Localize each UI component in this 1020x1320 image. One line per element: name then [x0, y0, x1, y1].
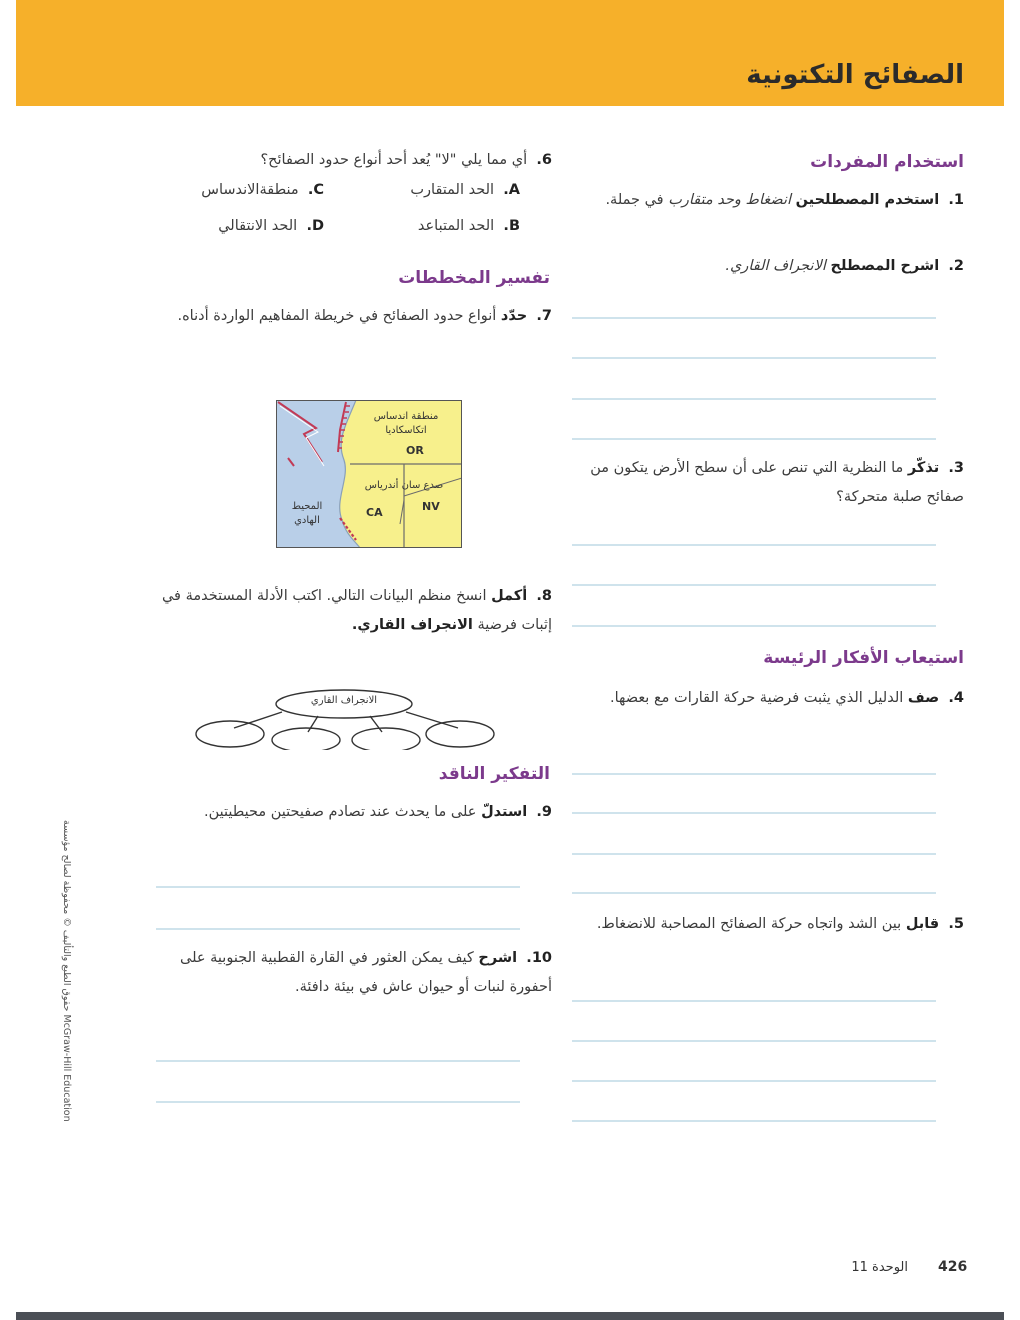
question-2: 2. اشرح المصطلح الانجراف القاري.: [725, 258, 964, 274]
fault-label: صدع سان أندرياس: [364, 480, 444, 491]
page-number: 426: [938, 1259, 968, 1275]
answer-line[interactable]: [572, 1040, 936, 1042]
answer-line[interactable]: [572, 812, 936, 814]
answer-line[interactable]: [572, 1120, 936, 1122]
center-oval-label: الانجراف القاري: [310, 695, 378, 706]
question-8: 8. أكمل انسخ منظم البيانات التالي. اكتب الأدلة المستخدمة في إثبات فرضية الانجراف القاري.: [161, 588, 552, 633]
answer-line[interactable]: [572, 1000, 936, 1002]
section-interpret: تفسير المخططات: [398, 268, 550, 288]
answer-line[interactable]: [572, 398, 936, 400]
option-d[interactable]: D. الحد الانتقالي: [218, 218, 324, 234]
question-7: 7. حدّد أنواع حدود الصفائح في خريطة المفاهيم الواردة أدناه.: [177, 308, 552, 324]
evidence-oval[interactable]: [426, 721, 494, 747]
answer-line[interactable]: [572, 773, 936, 775]
answer-line[interactable]: [572, 317, 936, 319]
option-a[interactable]: A. الحد المتقارب: [410, 182, 520, 198]
answer-line[interactable]: [572, 853, 936, 855]
or-label: OR: [406, 444, 424, 457]
copyright-credit: McGraw-Hill Education حقوق الطبع والتأليف © محفوظة لصالح مؤسسة: [61, 820, 72, 1122]
answer-line[interactable]: [572, 892, 936, 894]
answer-line[interactable]: [572, 357, 936, 359]
answer-line[interactable]: [156, 1060, 520, 1062]
question-1: 1. استخدم المصطلحين انضغاط وحد متقارب في جملة.: [605, 192, 964, 208]
question-4: 4. صف الدليل الذي يثبت فرضية حركة القارات مع بعضها.: [610, 690, 964, 706]
ca-label: CA: [366, 506, 383, 519]
answer-line[interactable]: [156, 1101, 520, 1103]
option-b[interactable]: B. الحد المتباعد: [417, 218, 520, 234]
question-6: 6. أي مما يلي "لا" يُعد أحد أنواع حدود الصفائح؟: [260, 152, 552, 168]
section-main-ideas: استيعاب الأفكار الرئيسة: [763, 648, 964, 668]
header-band: [16, 0, 1004, 106]
ocean-label: المحيط الهادي: [291, 501, 323, 526]
answer-line[interactable]: [572, 1080, 936, 1082]
plate-boundary-map: [276, 400, 462, 548]
evidence-oval[interactable]: [196, 721, 264, 747]
option-c[interactable]: C. منطقةالاندساس: [201, 182, 324, 198]
bottom-bar: [16, 1312, 1004, 1320]
answer-line[interactable]: [572, 584, 936, 586]
answer-line[interactable]: [572, 438, 936, 440]
answer-line[interactable]: [572, 544, 936, 546]
answer-line[interactable]: [156, 928, 520, 930]
question-3: 3. تذكّر ما النظرية التي تنص على أن سطح الأرض يتكون من صفائح صلبة متحركة؟: [590, 460, 964, 505]
evidence-oval[interactable]: [272, 728, 340, 750]
evidence-oval[interactable]: [352, 728, 420, 750]
unit-label: الوحدة 11: [851, 1260, 908, 1275]
question-5: 5. قابل بين الشد واتجاه حركة الصفائح المصاحبة للانضغاط.: [596, 916, 964, 932]
answer-line[interactable]: [572, 625, 936, 627]
answer-line[interactable]: [156, 886, 520, 888]
section-critical: التفكير الناقد: [438, 764, 550, 784]
page-title: الصفائح التكتونية: [746, 60, 964, 90]
nv-label: NV: [422, 500, 440, 513]
section-vocab: استخدام المفردات: [810, 152, 964, 172]
subduction-label: منطقة اندساس اتكاسكاديا: [373, 411, 439, 436]
question-10: 10. اشرح كيف يمكن العثور في القارة القطبية الجنوبية على أحفورة لنبات أو حيوان عاش في بيئة دافئة.: [180, 950, 552, 995]
data-organizer: [192, 684, 498, 750]
question-9: 9. استدلّ على ما يحدث عند تصادم صفيحتين محيطيتين.: [203, 804, 552, 820]
